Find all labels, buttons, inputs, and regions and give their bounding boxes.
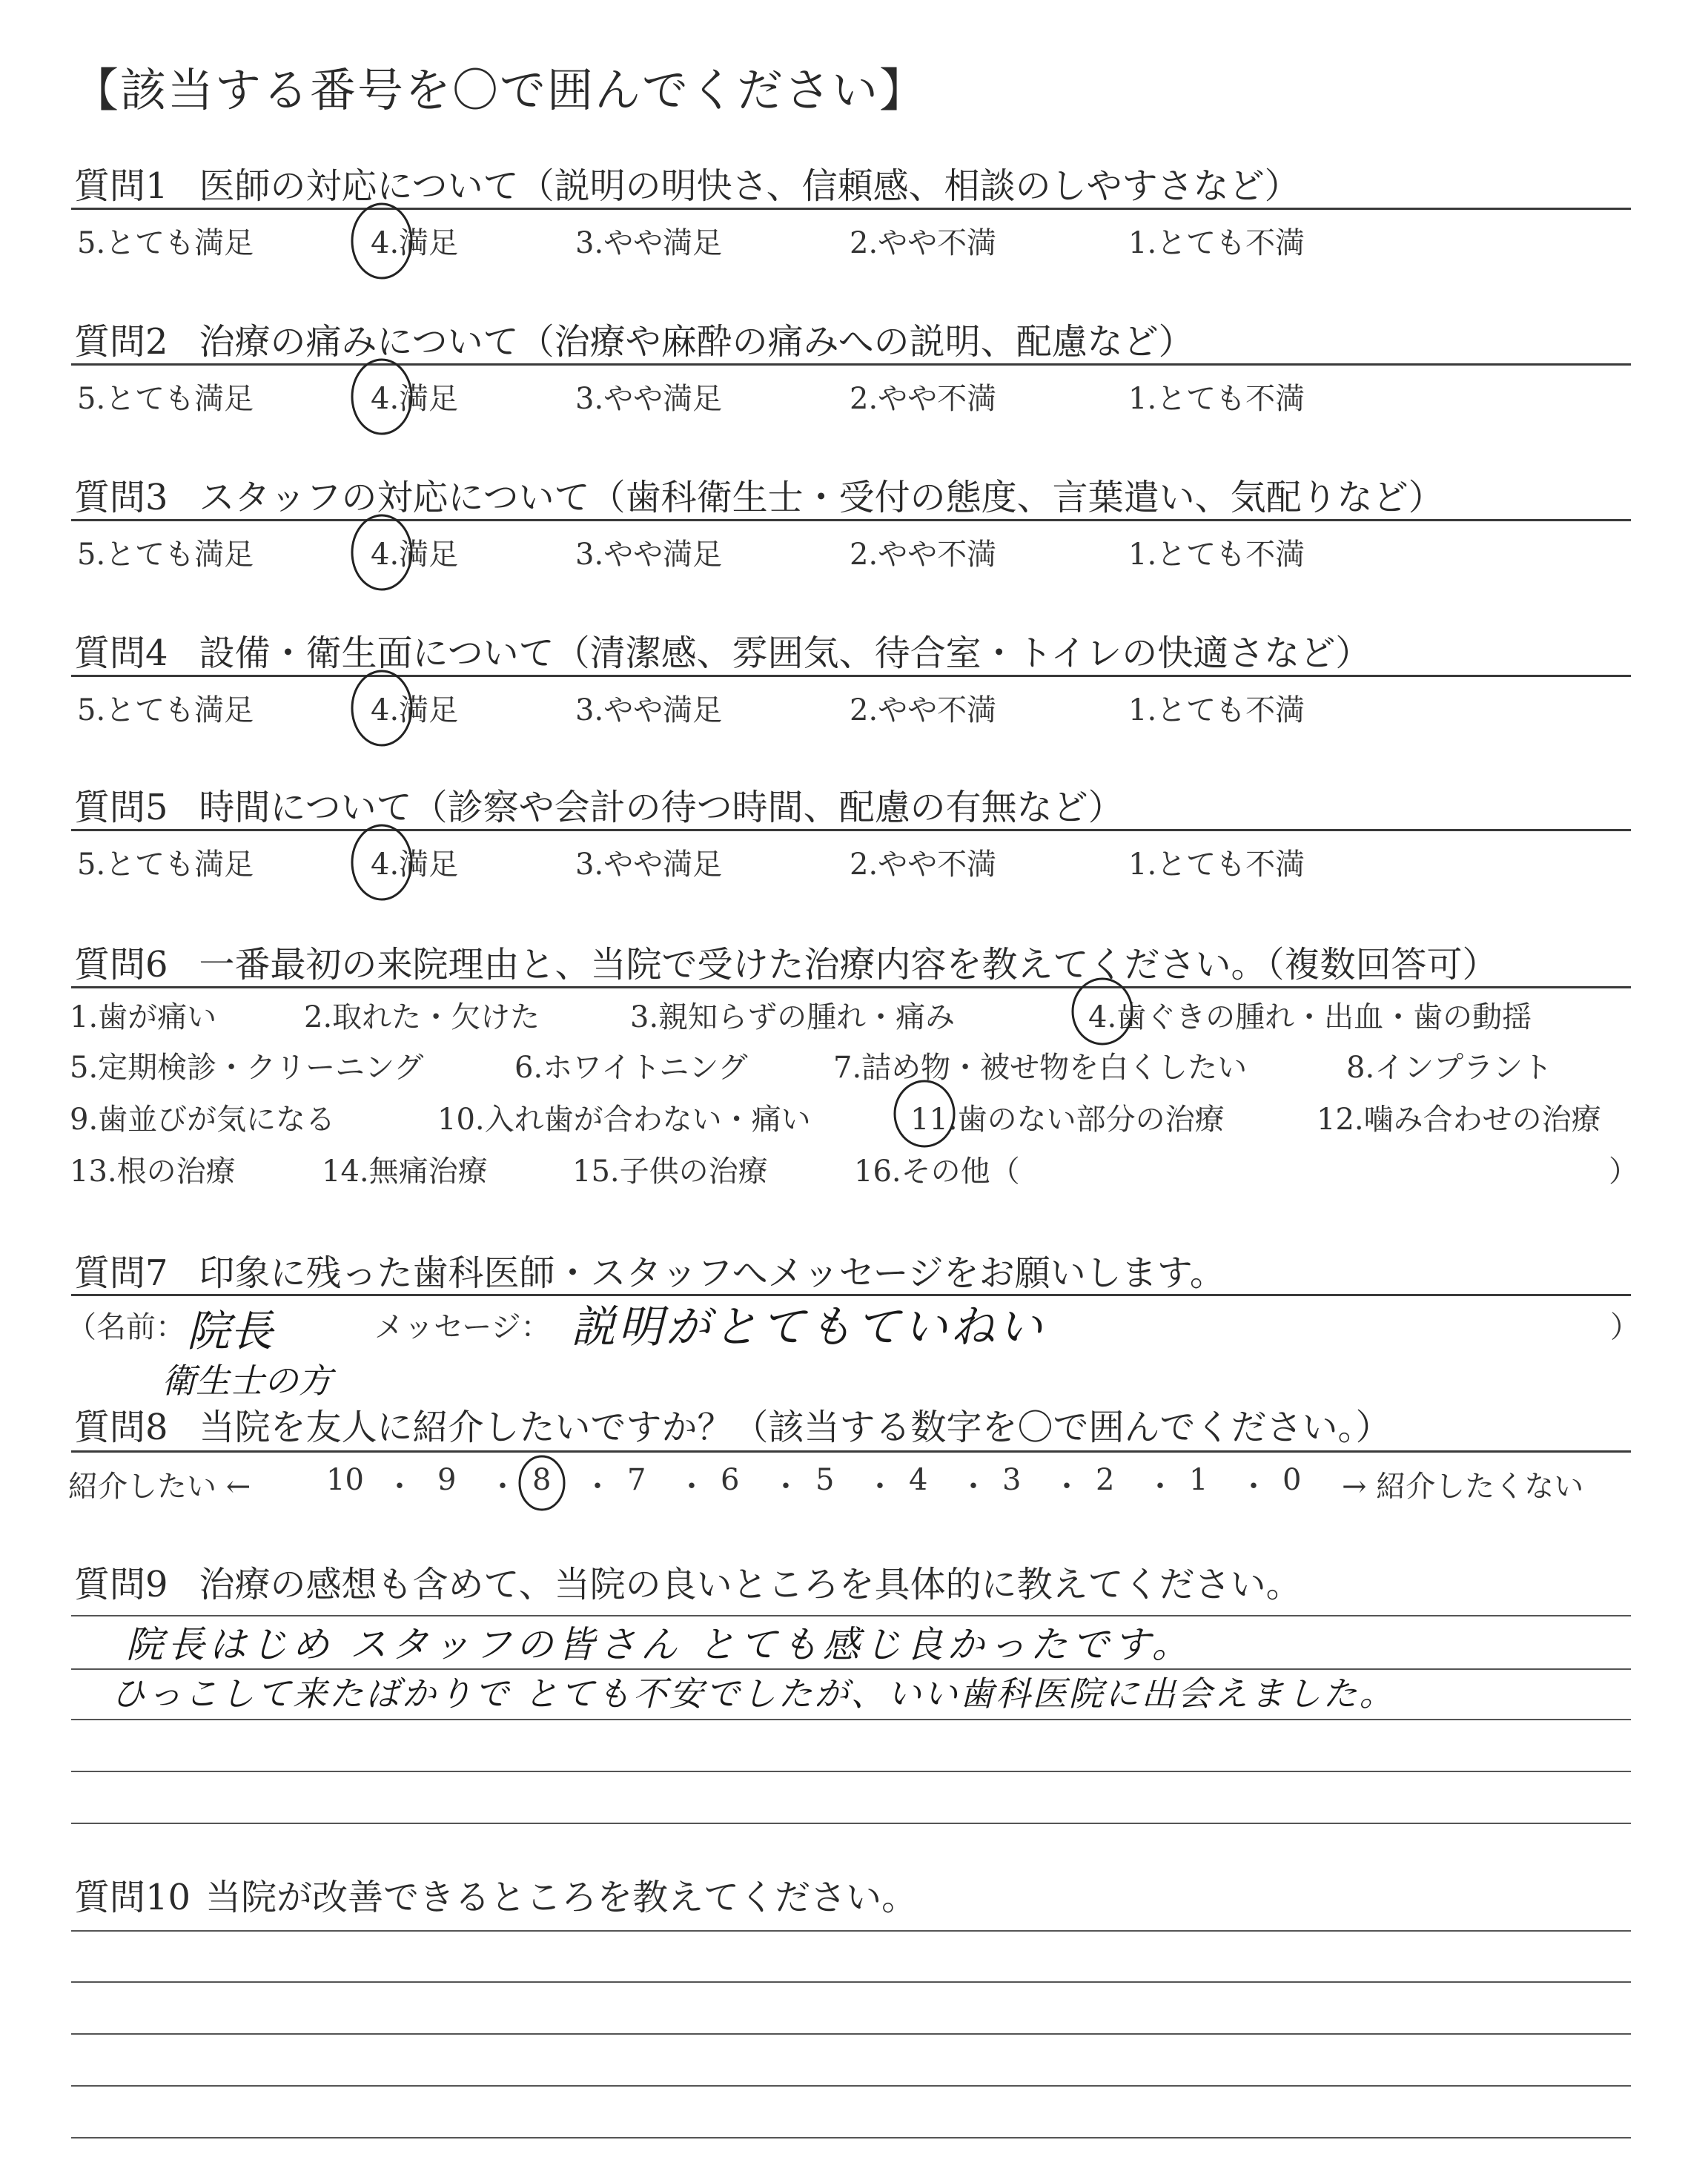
- question-10-heading: [74, 1869, 917, 1920]
- question-text: スタッフの対応について（歯科衛生士・受付の態度、言葉遣い、気配りなど）: [199, 477, 1444, 518]
- answer-line: [71, 1771, 1631, 1772]
- scale-separator: ・: [583, 1470, 612, 1504]
- form-title: 【該当する番号を〇で囲んでください】: [73, 63, 927, 117]
- rating-option[interactable]: 2.やや不満: [850, 848, 997, 882]
- question-text: 設備・衛生面について（清潔感、雰囲気、待合室・トイレの快適さなど）: [199, 633, 1371, 674]
- question-label: 質問10: [74, 1877, 191, 1918]
- scale-value[interactable]: 8: [532, 1463, 552, 1497]
- divider: [71, 363, 1631, 366]
- question-text: 印象に残った歯科医師・スタッフへメッセージをお願いします。: [199, 1252, 1225, 1294]
- rating-option[interactable]: 1.とても不満: [1128, 226, 1305, 260]
- divider: [71, 519, 1631, 521]
- selection-circle: [348, 200, 415, 282]
- q6-option[interactable]: 2.取れた・欠けた: [304, 1000, 540, 1034]
- rating-option[interactable]: 5.とても満足: [77, 226, 254, 260]
- q9-answer-line-2[interactable]: ひっこして来たばかりで とても不安でしたが、いい歯科医院に出会えました。: [111, 1674, 1396, 1714]
- divider: [71, 829, 1631, 831]
- question-5-heading: [74, 779, 1124, 830]
- selection-circle: [348, 822, 415, 903]
- answer-line: [71, 2137, 1631, 2138]
- rating-option[interactable]: 3.やや満足: [575, 848, 723, 882]
- selection-circle: [516, 1453, 568, 1513]
- q6-option[interactable]: 6.ホワイトニング: [514, 1051, 748, 1085]
- scale-value[interactable]: 6: [721, 1463, 740, 1497]
- rating-option[interactable]: 5.とても満足: [77, 693, 254, 727]
- q6-option[interactable]: 15.子供の治療: [572, 1155, 768, 1189]
- recommend-left-label: 紹介したい ←: [68, 1470, 251, 1504]
- question-3-heading: [74, 469, 1444, 520]
- selection-circle: [348, 667, 415, 749]
- answer-line: [71, 2085, 1631, 2087]
- paren-close: ）: [1610, 1310, 1640, 1344]
- q6-option[interactable]: 1.歯が痛い: [70, 1000, 217, 1034]
- scale-separator: ・: [385, 1470, 414, 1504]
- scale-value[interactable]: 1: [1189, 1463, 1208, 1497]
- rating-option[interactable]: 3.やや満足: [575, 382, 723, 416]
- question-text: 時間について（診察や会計の待つ時間、配慮の有無など）: [199, 787, 1124, 828]
- question-text: 医師の対応について（説明の明快さ、信頼感、相談のしやすさなど）: [199, 165, 1300, 207]
- rating-option[interactable]: 4.満足: [371, 382, 459, 416]
- question-label: 質問8: [74, 1407, 168, 1448]
- q6-option[interactable]: 13.根の治療: [70, 1155, 236, 1189]
- rating-option[interactable]: 4.満足: [371, 848, 459, 882]
- q6-option[interactable]: 5.定期検診・クリーニング: [70, 1051, 424, 1085]
- selection-circle: [348, 512, 415, 593]
- question-label: 質問6: [74, 944, 168, 985]
- question-label: 質問9: [74, 1564, 168, 1605]
- rating-option[interactable]: 1.とても不満: [1128, 538, 1305, 572]
- scale-separator: ・: [1239, 1470, 1268, 1504]
- message-value[interactable]: 説明がとてもていねい: [571, 1301, 1045, 1353]
- divider: [71, 986, 1631, 988]
- question-text: 治療の感想も含めて、当院の良いところを具体的に教えてください。: [199, 1564, 1302, 1605]
- scale-separator: ・: [488, 1470, 517, 1504]
- selection-circle: [348, 356, 415, 437]
- rating-option[interactable]: 4.満足: [371, 693, 459, 727]
- rating-option[interactable]: 1.とても不満: [1128, 382, 1305, 416]
- scale-value[interactable]: 10: [326, 1463, 364, 1497]
- rating-option[interactable]: 2.やや不満: [850, 226, 997, 260]
- recommend-right-label: → 紹介したくない: [1342, 1470, 1584, 1504]
- answer-line: [71, 1719, 1631, 1720]
- rating-option[interactable]: 1.とても不満: [1128, 848, 1305, 882]
- divider: [71, 675, 1631, 677]
- q6-option[interactable]: 12.噛み合わせの治療: [1317, 1103, 1601, 1137]
- question-text: 治療の痛みについて（治療や麻酔の痛みへの説明、配慮など）: [199, 321, 1194, 363]
- scale-value[interactable]: 5: [815, 1463, 835, 1497]
- scale-value[interactable]: 2: [1096, 1463, 1115, 1497]
- scale-separator: ・: [677, 1470, 706, 1504]
- scale-value[interactable]: 9: [437, 1463, 457, 1497]
- rating-option[interactable]: 3.やや満足: [575, 226, 723, 260]
- answer-line: [71, 1930, 1631, 1932]
- question-text: 当院を友人に紹介したいですか？（該当する数字を〇で囲んでください。）: [199, 1407, 1391, 1448]
- message-label: メッセージ：: [374, 1310, 551, 1344]
- rating-option[interactable]: 1.とても不満: [1128, 693, 1305, 727]
- q6-option[interactable]: 14.無痛治療: [322, 1155, 488, 1189]
- rating-option[interactable]: 5.とても満足: [77, 538, 254, 572]
- question-1-heading: [74, 157, 1300, 208]
- rating-option[interactable]: 2.やや不満: [850, 382, 997, 416]
- question-9-heading: [74, 1556, 1302, 1607]
- q6-option[interactable]: 11.歯のない部分の治療: [910, 1103, 1225, 1137]
- question-text: 当院が改善できるところを教えてください。: [205, 1877, 918, 1918]
- question-7-heading: [74, 1244, 1225, 1295]
- selection-circle: [1069, 976, 1136, 1047]
- question-label: 質問5: [74, 787, 168, 828]
- rating-option[interactable]: 3.やや満足: [575, 693, 723, 727]
- scale-separator: ・: [1052, 1470, 1082, 1504]
- scale-value[interactable]: 4: [909, 1463, 928, 1497]
- q6-option[interactable]: 3.親知らずの腫れ・痛み: [630, 1000, 956, 1034]
- scale-value[interactable]: 3: [1002, 1463, 1022, 1497]
- q6-option[interactable]: 8.インプラント: [1346, 1051, 1553, 1085]
- q6-option[interactable]: 7.詰め物・被せ物を白くしたい: [833, 1051, 1248, 1085]
- question-4-heading: [74, 624, 1371, 676]
- question-label: 質問3: [74, 477, 168, 518]
- rating-option[interactable]: 4.満足: [371, 226, 459, 260]
- q9-answer-line-1[interactable]: 院長はじめ スタッフの皆さん とても感じ良かったです。: [126, 1623, 1194, 1666]
- question-8-heading: [74, 1398, 1391, 1450]
- scale-separator: ・: [865, 1470, 895, 1504]
- scale-separator: ・: [771, 1470, 801, 1504]
- question-label: 質問1: [74, 165, 168, 207]
- q6-option[interactable]: 16.その他（: [854, 1155, 1020, 1189]
- q6-option[interactable]: 9.歯並びが気になる: [70, 1103, 336, 1137]
- name-value[interactable]: 院長: [187, 1306, 274, 1356]
- answer-line: [71, 1823, 1631, 1824]
- divider: [71, 1450, 1631, 1453]
- answer-line: [71, 2033, 1631, 2035]
- scale-value[interactable]: 0: [1282, 1463, 1302, 1497]
- question-label: 質問7: [74, 1252, 168, 1294]
- divider: [71, 208, 1631, 210]
- scale-value[interactable]: 7: [627, 1463, 646, 1497]
- rating-option[interactable]: 5.とても満足: [77, 382, 254, 416]
- name-value-2[interactable]: 衛生士の方: [162, 1361, 332, 1401]
- q6-option[interactable]: 10.入れ歯が合わない・痛い: [437, 1103, 811, 1137]
- q6-option[interactable]: ）: [1609, 1155, 1638, 1189]
- rating-option[interactable]: 4.満足: [371, 538, 459, 572]
- name-label: （名前：: [67, 1310, 185, 1344]
- answer-line: [71, 1981, 1631, 1983]
- question-label: 質問2: [74, 321, 168, 363]
- question-text: 一番最初の来院理由と、当院で受けた治療内容を教えてください。（複数回答可）: [199, 944, 1498, 985]
- rating-option[interactable]: 2.やや不満: [850, 693, 997, 727]
- rating-option[interactable]: 2.やや不満: [850, 538, 997, 572]
- rating-option[interactable]: 5.とても満足: [77, 848, 254, 882]
- question-2-heading: [74, 313, 1194, 364]
- question-6-heading: [74, 936, 1498, 987]
- q6-option[interactable]: 4.歯ぐきの腫れ・出血・歯の動揺: [1088, 1000, 1532, 1034]
- scale-separator: ・: [1145, 1470, 1175, 1504]
- selection-circle: [891, 1078, 958, 1149]
- rating-option[interactable]: 3.やや満足: [575, 538, 723, 572]
- question-label: 質問4: [74, 633, 168, 674]
- scale-separator: ・: [959, 1470, 988, 1504]
